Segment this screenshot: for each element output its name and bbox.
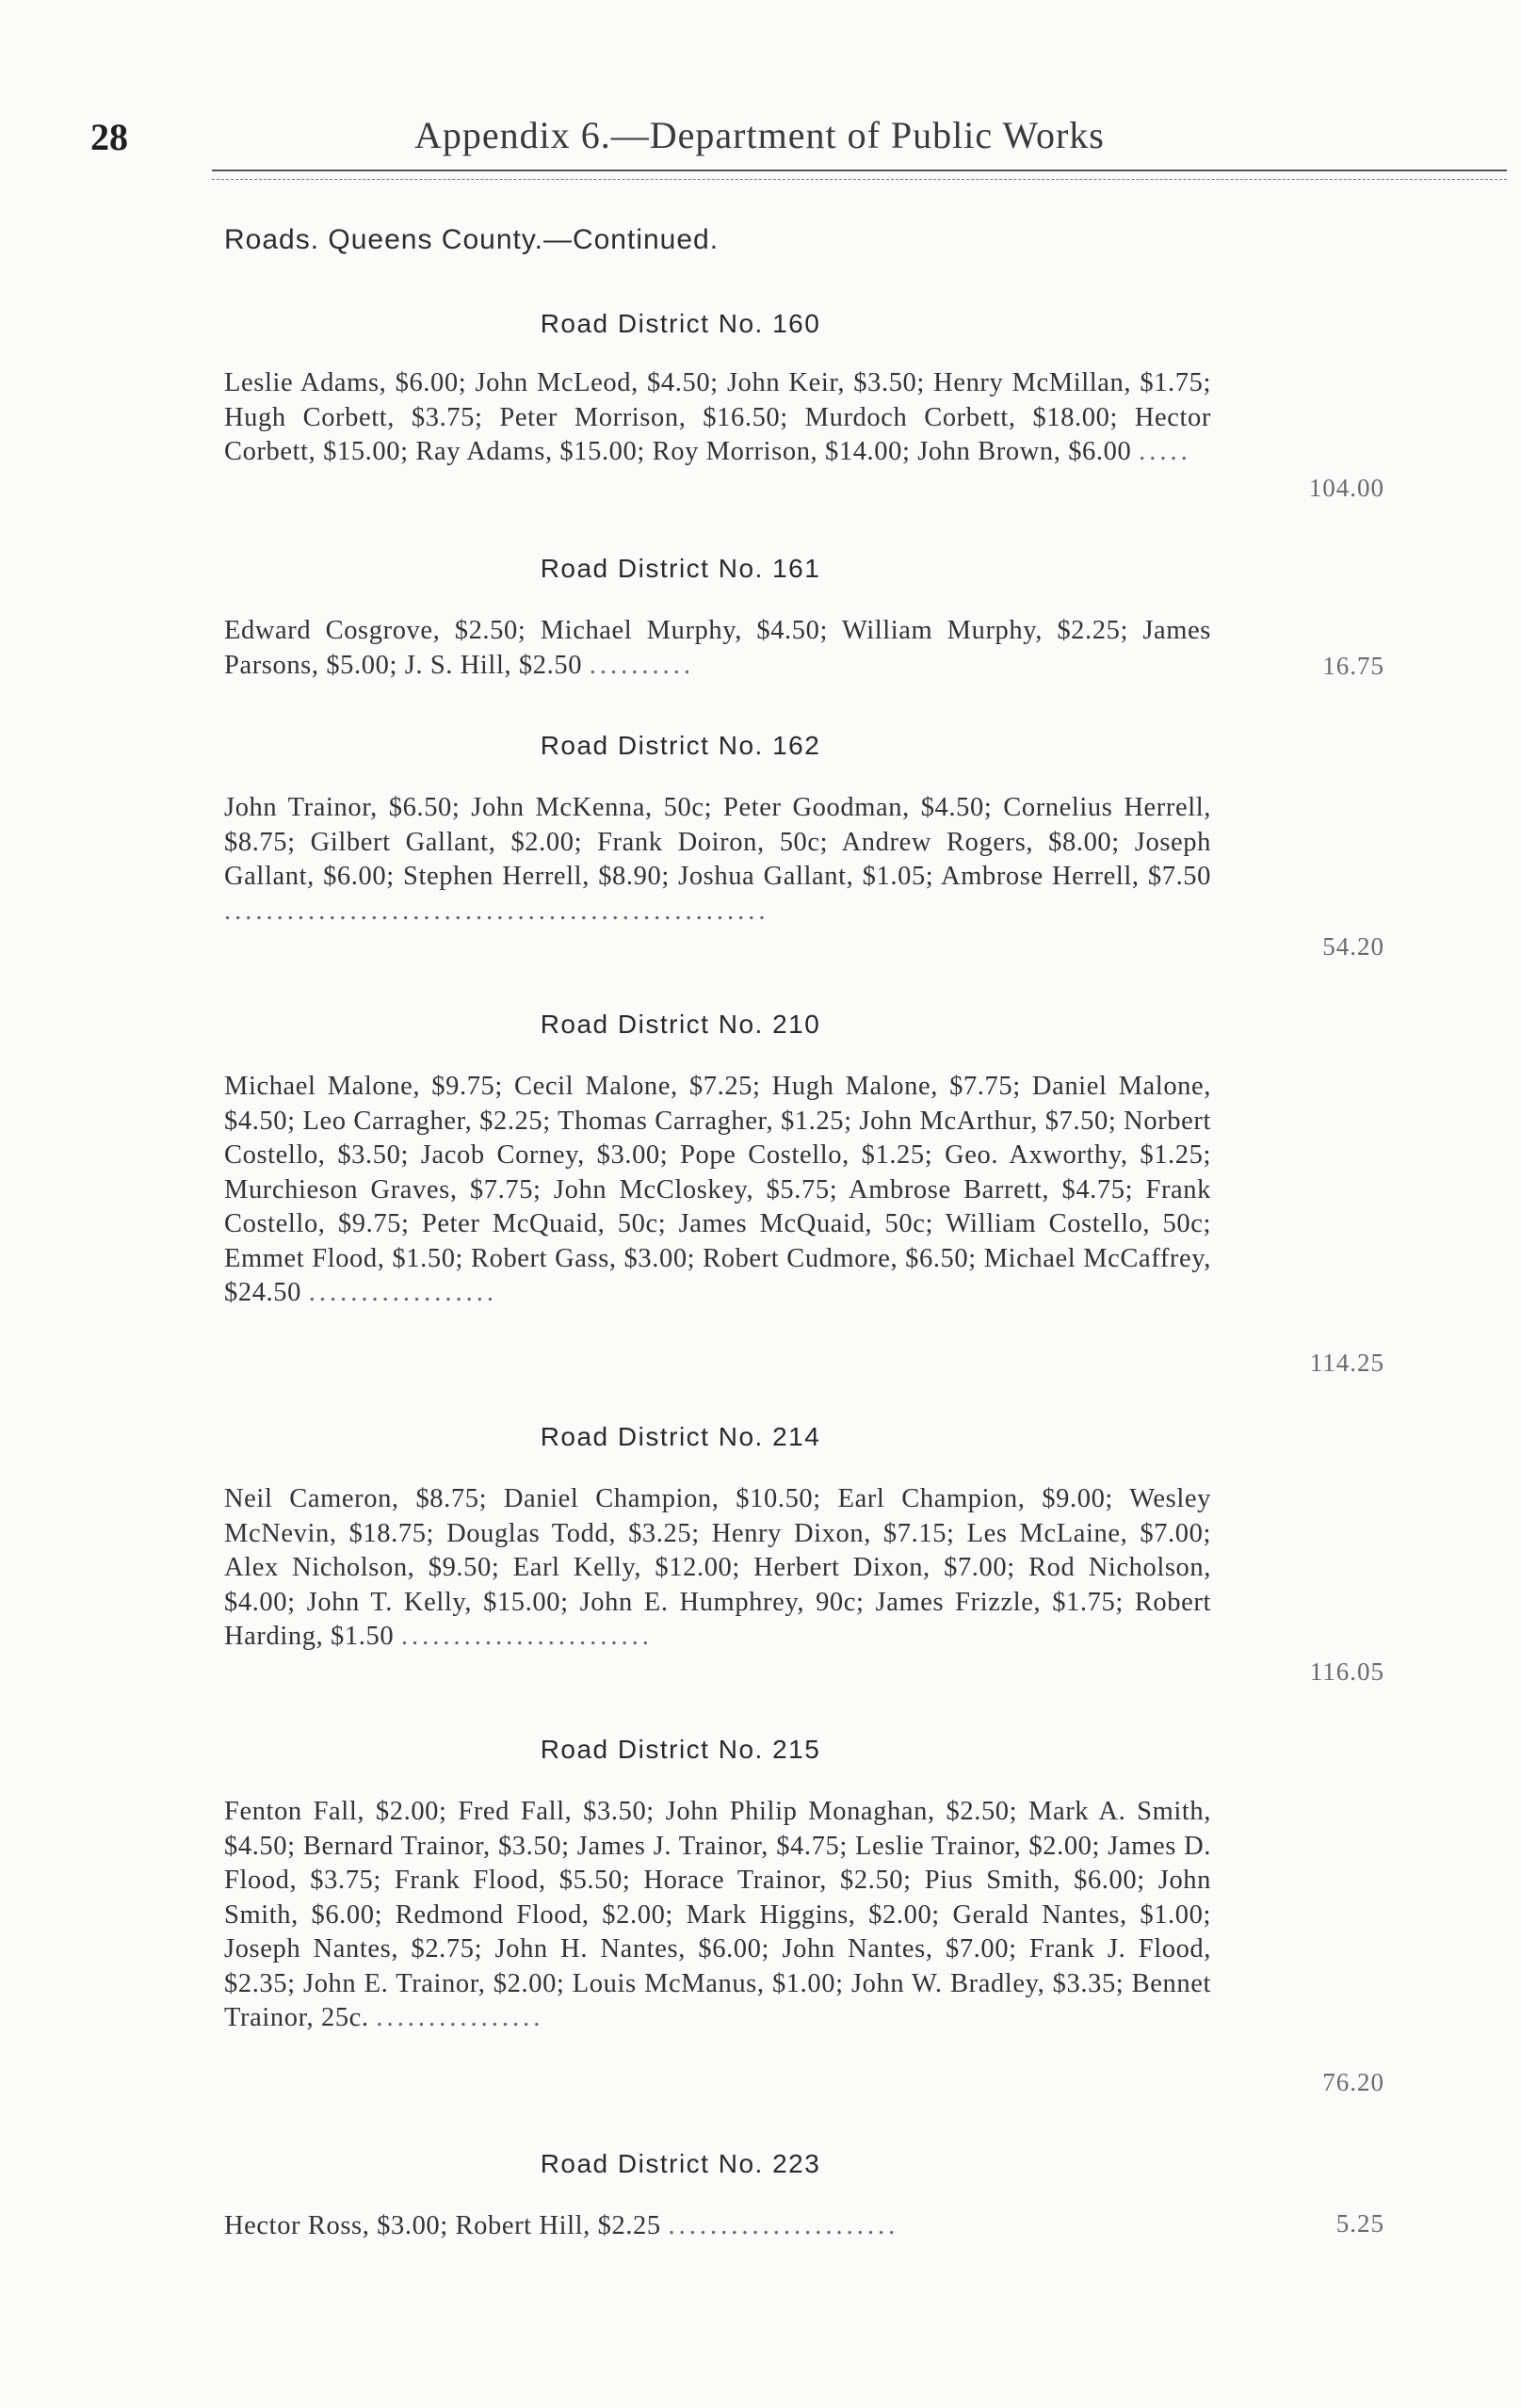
entries-text: Michael Malone, $9.75; Cecil Malone, $7.25; Hugh Malone, $7.75; Daniel Malone, $4.50; Leo Carragher, $2.25; Thomas Carragher, $1.25; John McArthur, $7.50; Norbert Costello, $3.50; Jacob Corney, $3.00; Pope Costello, $1.25; Geo. Axworthy, $1.25; Murchieson Graves, $7.75; John McCloskey, $5.75; Ambrose Barrett, $4.75; Frank Costello, $9.75; Peter McQuaid, 50c; James McQuaid, 50c; William Costello, 50c; Emmet Flood, $1.50; Robert Gass, $3.00; Robert Cudmore, $6.50; Michael McCaffrey, $24.50 xyxy=(224,1072,1211,1307)
dot-leader: .................. xyxy=(308,1278,497,1307)
district-heading: Road District No. 160 xyxy=(540,309,821,338)
district-heading: Road District No. 215 xyxy=(540,1735,821,1764)
dot-leader: ........................ xyxy=(400,1622,653,1651)
entries-text: Fenton Fall, $2.00; Fred Fall, $3.50; John Philip Monaghan, $2.50; Mark A. Smith, $4.50; Bernard Trainor, $3.50; James J. Trainor, $4.75; Leslie Trainor, $2.00; James D. Flood, $3.75; Frank Flood, $5.50; Horace Trainor, $2.50; Pius Smith, $6.00; John Smith, $6.00; Redmond Flood, $2.00; Mark Higgins, $2.00; Gerald Nantes, $1.00; Joseph Nantes, $2.75; John H. Nantes, $6.00; John Nantes, $7.00; Frank J. Flood, $2.35; John E. Trainor, $2.00; Louis McManus, $1.00; John W. Bradley, $3.35; Bennet Trainor, 25c. xyxy=(224,1797,1211,2032)
district-total: 76.20 xyxy=(1322,2068,1384,2096)
dot-leader: .................................................... xyxy=(224,896,769,926)
district-entries xyxy=(224,791,1211,929)
district-heading: Road District No. 210 xyxy=(540,1010,821,1039)
district-heading: Road District No. 223 xyxy=(540,2149,821,2178)
district-total: 54.20 xyxy=(1322,932,1384,961)
dot-leader: ..... xyxy=(1139,437,1191,466)
district-entries xyxy=(224,1795,1211,2036)
header-rule-dashed xyxy=(212,179,1507,180)
district-total: 116.05 xyxy=(1309,1657,1384,1686)
entries-text: Hector Ross, $3.00; Robert Hill, $2.25 xyxy=(224,2211,661,2240)
dot-leader: .......... xyxy=(589,650,695,680)
district-total: 114.25 xyxy=(1309,1349,1384,1377)
entries-text: Leslie Adams, $6.00; John McLeod, $4.50; John Keir, $3.50; Henry McMillan, $1.75; Hugh Corbett, $3.75; Peter Morrison, $16.50; Murdoch Corbett, $18.00; Hector Corbett, $15.00; Ray Adams, $15.00; Roy Morrison, $14.00; John Brown, $6.00 xyxy=(224,368,1211,466)
district-entries xyxy=(224,1482,1211,1655)
district-total: 104.00 xyxy=(1308,474,1384,502)
district-heading: Road District No. 162 xyxy=(540,731,821,760)
district-entries xyxy=(224,614,1211,683)
district-heading: Road District No. 161 xyxy=(540,554,821,583)
entries-text: Neil Cameron, $8.75; Daniel Champion, $10.50; Earl Champion, $9.00; Wesley McNevin, $18.75; Douglas Todd, $3.25; Henry Dixon, $7.15; Les McLaine, $7.00; Alex Nicholson, $9.50; Earl Kelly, $12.00; Herbert Dixon, $7.00; Rod Nicholson, $4.00; John T. Kelly, $15.00; John E. Humphrey, 90c; James Frizzle, $1.75; Robert Harding, $1.50 xyxy=(224,1484,1211,1651)
district-entries xyxy=(224,2209,1211,2244)
dot-leader: ...................... xyxy=(668,2211,899,2240)
district-entries xyxy=(224,366,1211,470)
running-head: Appendix 6.—Department of Public Works xyxy=(414,114,1105,156)
page-number: 28 xyxy=(90,116,128,158)
district-total: 5.25 xyxy=(1335,2209,1384,2238)
header-rule xyxy=(212,170,1507,171)
entries-text: Edward Cosgrove, $2.50; Michael Murphy, $4.50; William Murphy, $2.25; James Parsons, $5.00; J. S. Hill, $2.50 xyxy=(224,616,1211,680)
district-entries xyxy=(224,1070,1211,1311)
district-total: 16.75 xyxy=(1322,652,1384,680)
dot-leader: ................ xyxy=(376,2003,544,2032)
entries-text: John Trainor, $6.50; John McKenna, 50c; Peter Goodman, $4.50; Cornelius Herrell, $8.75; Gilbert Gallant, $2.00; Frank Doiron, 50c; Andrew Rogers, $8.00; Joseph Gallant, $6.00; Stephen Herrell, $8.90; Joshua Gallant, $1.05; Ambrose Herrell, $7.50 xyxy=(224,793,1211,891)
section-heading: Roads. Queens County.—Continued. xyxy=(224,224,720,255)
district-heading: Road District No. 214 xyxy=(540,1422,821,1451)
